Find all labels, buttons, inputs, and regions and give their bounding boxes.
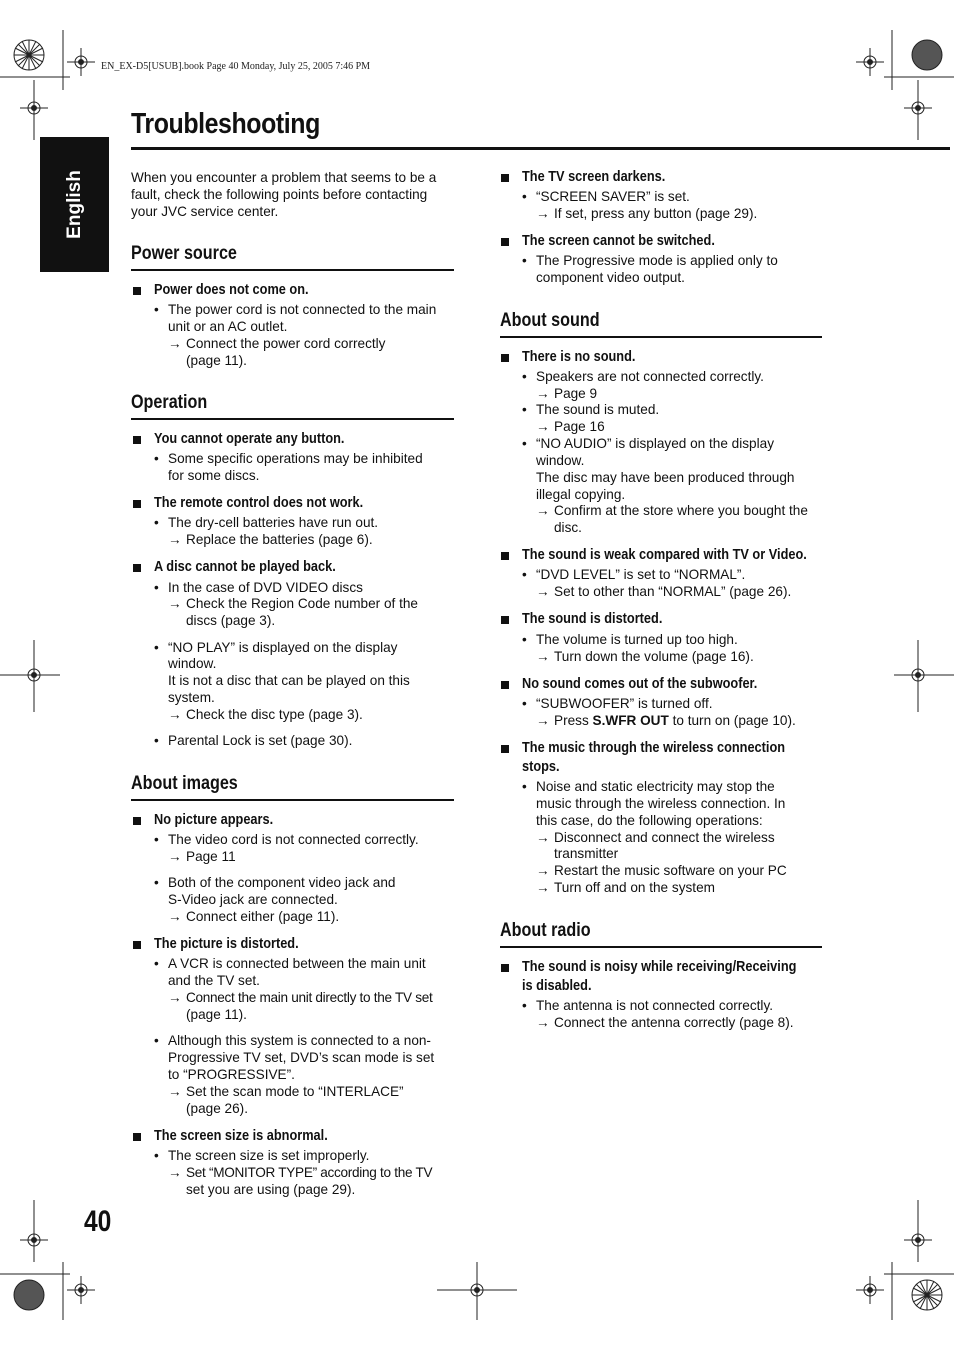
- arrow-icon: →: [536, 419, 550, 434]
- registration-mark-icon: [12, 1278, 46, 1312]
- section-rule: [500, 946, 822, 948]
- answer-line: In the case of DVD VIDEO discs: [168, 580, 363, 595]
- square-bullet-icon: [501, 616, 509, 624]
- bullet-icon: •: [522, 369, 527, 384]
- section-rule: [131, 269, 454, 271]
- section-heading-power: Power source: [131, 243, 237, 264]
- arrow-icon: →: [536, 713, 550, 728]
- answer-line: Connect the power cord correctly: [186, 336, 386, 351]
- answer-line: Disconnect and connect the wireless: [554, 830, 775, 845]
- language-tab-label: English: [64, 170, 85, 239]
- bullet-icon: •: [522, 567, 527, 582]
- answer-line: (page 26).: [186, 1101, 248, 1116]
- square-bullet-icon: [501, 354, 509, 362]
- bullet-icon: •: [522, 632, 527, 647]
- answer-line: illegal copying.: [536, 487, 626, 502]
- arrow-icon: →: [168, 596, 182, 611]
- question-heading: The picture is distorted.: [154, 936, 299, 952]
- question-heading: Power does not come on.: [154, 282, 309, 298]
- arrow-icon: →: [536, 649, 550, 664]
- question-heading: The TV screen darkens.: [522, 169, 666, 185]
- answer-line: “SUBWOOFER” is turned off.: [536, 696, 713, 711]
- bullet-icon: •: [154, 956, 159, 971]
- answer-line: The Progressive mode is applied only to: [536, 253, 778, 268]
- answer-line: Set “MONITOR TYPE” according to the TV: [186, 1165, 433, 1180]
- answer-line: transmitter: [554, 846, 619, 861]
- answer-line: Restart the music software on your PC: [554, 863, 787, 878]
- answer-line: “SCREEN SAVER” is set.: [536, 189, 690, 204]
- answer-line: S-Video jack are connected.: [168, 892, 338, 907]
- answer-line: for some discs.: [168, 468, 260, 483]
- square-bullet-icon: [133, 941, 141, 949]
- question-heading: A disc cannot be played back.: [154, 559, 336, 575]
- bullet-icon: •: [154, 515, 159, 530]
- answer-line: music through the wireless connection. In: [536, 796, 786, 811]
- bullet-icon: •: [522, 436, 527, 451]
- square-bullet-icon: [501, 964, 509, 972]
- registration-mark-icon: [910, 1278, 944, 1312]
- bullet-icon: •: [154, 640, 159, 655]
- section-rule: [131, 418, 454, 420]
- answer-line: The dry-cell batteries have run out.: [168, 515, 379, 530]
- answer-line: system.: [168, 690, 215, 705]
- section-heading-sound: About sound: [500, 310, 600, 331]
- bullet-icon: •: [522, 779, 527, 794]
- arrow-icon: →: [168, 1165, 182, 1180]
- question-heading: The screen size is abnormal.: [154, 1128, 328, 1144]
- question-heading: The music through the wireless connection: [522, 740, 786, 756]
- answer-line: The video cord is not connected correctly.: [168, 832, 419, 847]
- question-heading: There is no sound.: [522, 349, 636, 365]
- arrow-icon: →: [536, 503, 550, 518]
- arrow-icon: →: [536, 386, 550, 401]
- square-bullet-icon: [133, 436, 141, 444]
- square-bullet-icon: [501, 174, 509, 182]
- bullet-icon: •: [522, 189, 527, 204]
- bullet-icon: •: [154, 832, 159, 847]
- answer-line: The antenna is not connected correctly.: [536, 998, 774, 1013]
- question-heading: The sound is distorted.: [522, 611, 663, 627]
- answer-line: (page 11).: [186, 353, 247, 368]
- answer-line: If set, press any button (page 29).: [554, 206, 758, 221]
- bullet-icon: •: [154, 451, 159, 466]
- answer-text: Press: [554, 713, 593, 728]
- question-heading: No sound comes out of the subwoofer.: [522, 676, 758, 692]
- answer-line: Parental Lock is set (page 30).: [168, 733, 353, 748]
- square-bullet-icon: [501, 681, 509, 689]
- question-heading: stops.: [522, 759, 560, 775]
- answer-line: Noise and static electricity may stop the: [536, 779, 775, 794]
- button-name: S.WFR OUT: [592, 713, 669, 728]
- answer-line: Set to other than “NORMAL” (page 26).: [554, 584, 792, 599]
- arrow-icon: →: [536, 206, 550, 221]
- bullet-icon: •: [154, 1148, 159, 1163]
- answer-line: Page 11: [186, 849, 236, 864]
- bullet-icon: •: [522, 696, 527, 711]
- question-heading: The sound is noisy while receiving/Receiving: [522, 959, 797, 975]
- answer-line: Some specific operations may be inhibited: [168, 451, 423, 466]
- section-rule: [131, 799, 454, 801]
- square-bullet-icon: [501, 745, 509, 753]
- answer-line: (page 11).: [186, 1007, 247, 1022]
- answer-line: this case, do the following operations:: [536, 813, 763, 828]
- file-header-line: EN_EX-D5[USUB].book Page 40 Monday, July 25, 2005 7:46 PM: [101, 61, 371, 72]
- language-tab: [40, 137, 109, 272]
- answer-line: The disc may have been produced through: [536, 470, 795, 485]
- arrow-icon: →: [168, 1084, 182, 1099]
- question-heading: No picture appears.: [154, 812, 274, 828]
- answer-line: Progressive TV set, DVD’s scan mode is set: [168, 1050, 435, 1065]
- title-rule: [131, 147, 950, 150]
- answer-line: Speakers are not connected correctly.: [536, 369, 764, 384]
- page-number: 40: [84, 1205, 112, 1238]
- question-heading: The sound is weak compared with TV or Video.: [522, 547, 807, 563]
- answer-line: Turn down the volume (page 16).: [554, 649, 754, 664]
- answer-line: It is not a disc that can be played on this: [168, 673, 410, 688]
- answer-line: [554, 712, 796, 729]
- answer-line: to “PROGRESSIVE”.: [168, 1067, 295, 1082]
- bullet-icon: •: [154, 302, 159, 317]
- answer-line: “NO AUDIO” is displayed on the display: [536, 436, 774, 451]
- answer-line: window.: [536, 453, 585, 468]
- square-bullet-icon: [133, 500, 141, 508]
- answer-line: Set the scan mode to “INTERLACE”: [186, 1084, 404, 1099]
- answer-line: window.: [168, 656, 217, 671]
- answer-line: Turn off and on the system: [554, 880, 715, 895]
- bullet-icon: •: [154, 875, 159, 890]
- section-rule: [500, 336, 822, 338]
- answer-text: to turn on (page 10).: [668, 713, 796, 728]
- answer-line: The volume is turned up too high.: [536, 632, 738, 647]
- answer-line: The sound is muted.: [536, 402, 660, 417]
- registration-mark-icon: [910, 38, 944, 72]
- answer-line: Check the disc type (page 3).: [186, 707, 363, 722]
- answer-line: discs (page 3).: [186, 613, 276, 628]
- bullet-icon: •: [522, 402, 527, 417]
- answer-line: and the TV set.: [168, 973, 260, 988]
- bullet-icon: •: [154, 580, 159, 595]
- arrow-icon: →: [168, 909, 182, 924]
- square-bullet-icon: [133, 564, 141, 572]
- arrow-icon: →: [168, 707, 182, 722]
- square-bullet-icon: [501, 552, 509, 560]
- answer-line: Although this system is connected to a non-: [168, 1033, 431, 1048]
- square-bullet-icon: [133, 287, 141, 295]
- arrow-icon: →: [168, 336, 182, 351]
- intro-line: your JVC service center.: [131, 204, 279, 219]
- answer-line: Replace the batteries (page 6).: [186, 532, 373, 547]
- arrow-icon: →: [168, 990, 182, 1005]
- arrow-icon: →: [536, 1015, 550, 1030]
- page-title: Troubleshooting: [131, 108, 320, 140]
- answer-line: “NO PLAY” is displayed on the display: [168, 640, 398, 655]
- arrow-icon: →: [168, 849, 182, 864]
- question-heading: The screen cannot be switched.: [522, 233, 715, 249]
- arrow-icon: →: [536, 830, 550, 845]
- section-heading-images: About images: [131, 773, 238, 794]
- square-bullet-icon: [133, 817, 141, 825]
- answer-line: disc.: [554, 520, 582, 535]
- question-heading: You cannot operate any button.: [154, 431, 345, 447]
- arrow-icon: →: [168, 532, 182, 547]
- square-bullet-icon: [501, 238, 509, 246]
- arrow-icon: →: [536, 863, 550, 878]
- answer-line: Page 16: [554, 419, 605, 434]
- arrow-icon: →: [536, 880, 550, 895]
- bullet-icon: •: [154, 733, 159, 748]
- answer-line: Connect either (page 11).: [186, 909, 340, 924]
- question-heading: The remote control does not work.: [154, 495, 364, 511]
- answer-line: Connect the main unit directly to the TV set: [186, 990, 433, 1005]
- answer-line: unit or an AC outlet.: [168, 319, 288, 334]
- arrow-icon: →: [536, 584, 550, 599]
- answer-line: Check the Region Code number of the: [186, 596, 418, 611]
- answer-line: Page 9: [554, 386, 598, 401]
- section-heading-radio: About radio: [500, 920, 591, 941]
- answer-line: A VCR is connected between the main unit: [168, 956, 426, 971]
- answer-line: The screen size is set improperly.: [168, 1148, 370, 1163]
- bullet-icon: •: [522, 253, 527, 268]
- section-heading-operation: Operation: [131, 392, 208, 413]
- square-bullet-icon: [133, 1133, 141, 1141]
- answer-line: set you are using (page 29).: [186, 1182, 356, 1197]
- answer-line: The power cord is not connected to the main: [168, 302, 437, 317]
- bullet-icon: •: [154, 1033, 159, 1048]
- answer-line: component video output.: [536, 270, 685, 285]
- intro-line: fault, check the following points before contacting: [131, 187, 428, 202]
- intro-line: When you encounter a problem that seems to be a: [131, 170, 437, 185]
- answer-line: Confirm at the store where you bought the: [554, 503, 808, 518]
- question-heading: is disabled.: [522, 978, 592, 994]
- answer-line: Connect the antenna correctly (page 8).: [554, 1015, 794, 1030]
- answer-line: “DVD LEVEL” is set to “NORMAL”.: [536, 567, 746, 582]
- registration-mark-icon: [12, 38, 46, 72]
- answer-line: Both of the component video jack and: [168, 875, 396, 890]
- bullet-icon: •: [522, 998, 527, 1013]
